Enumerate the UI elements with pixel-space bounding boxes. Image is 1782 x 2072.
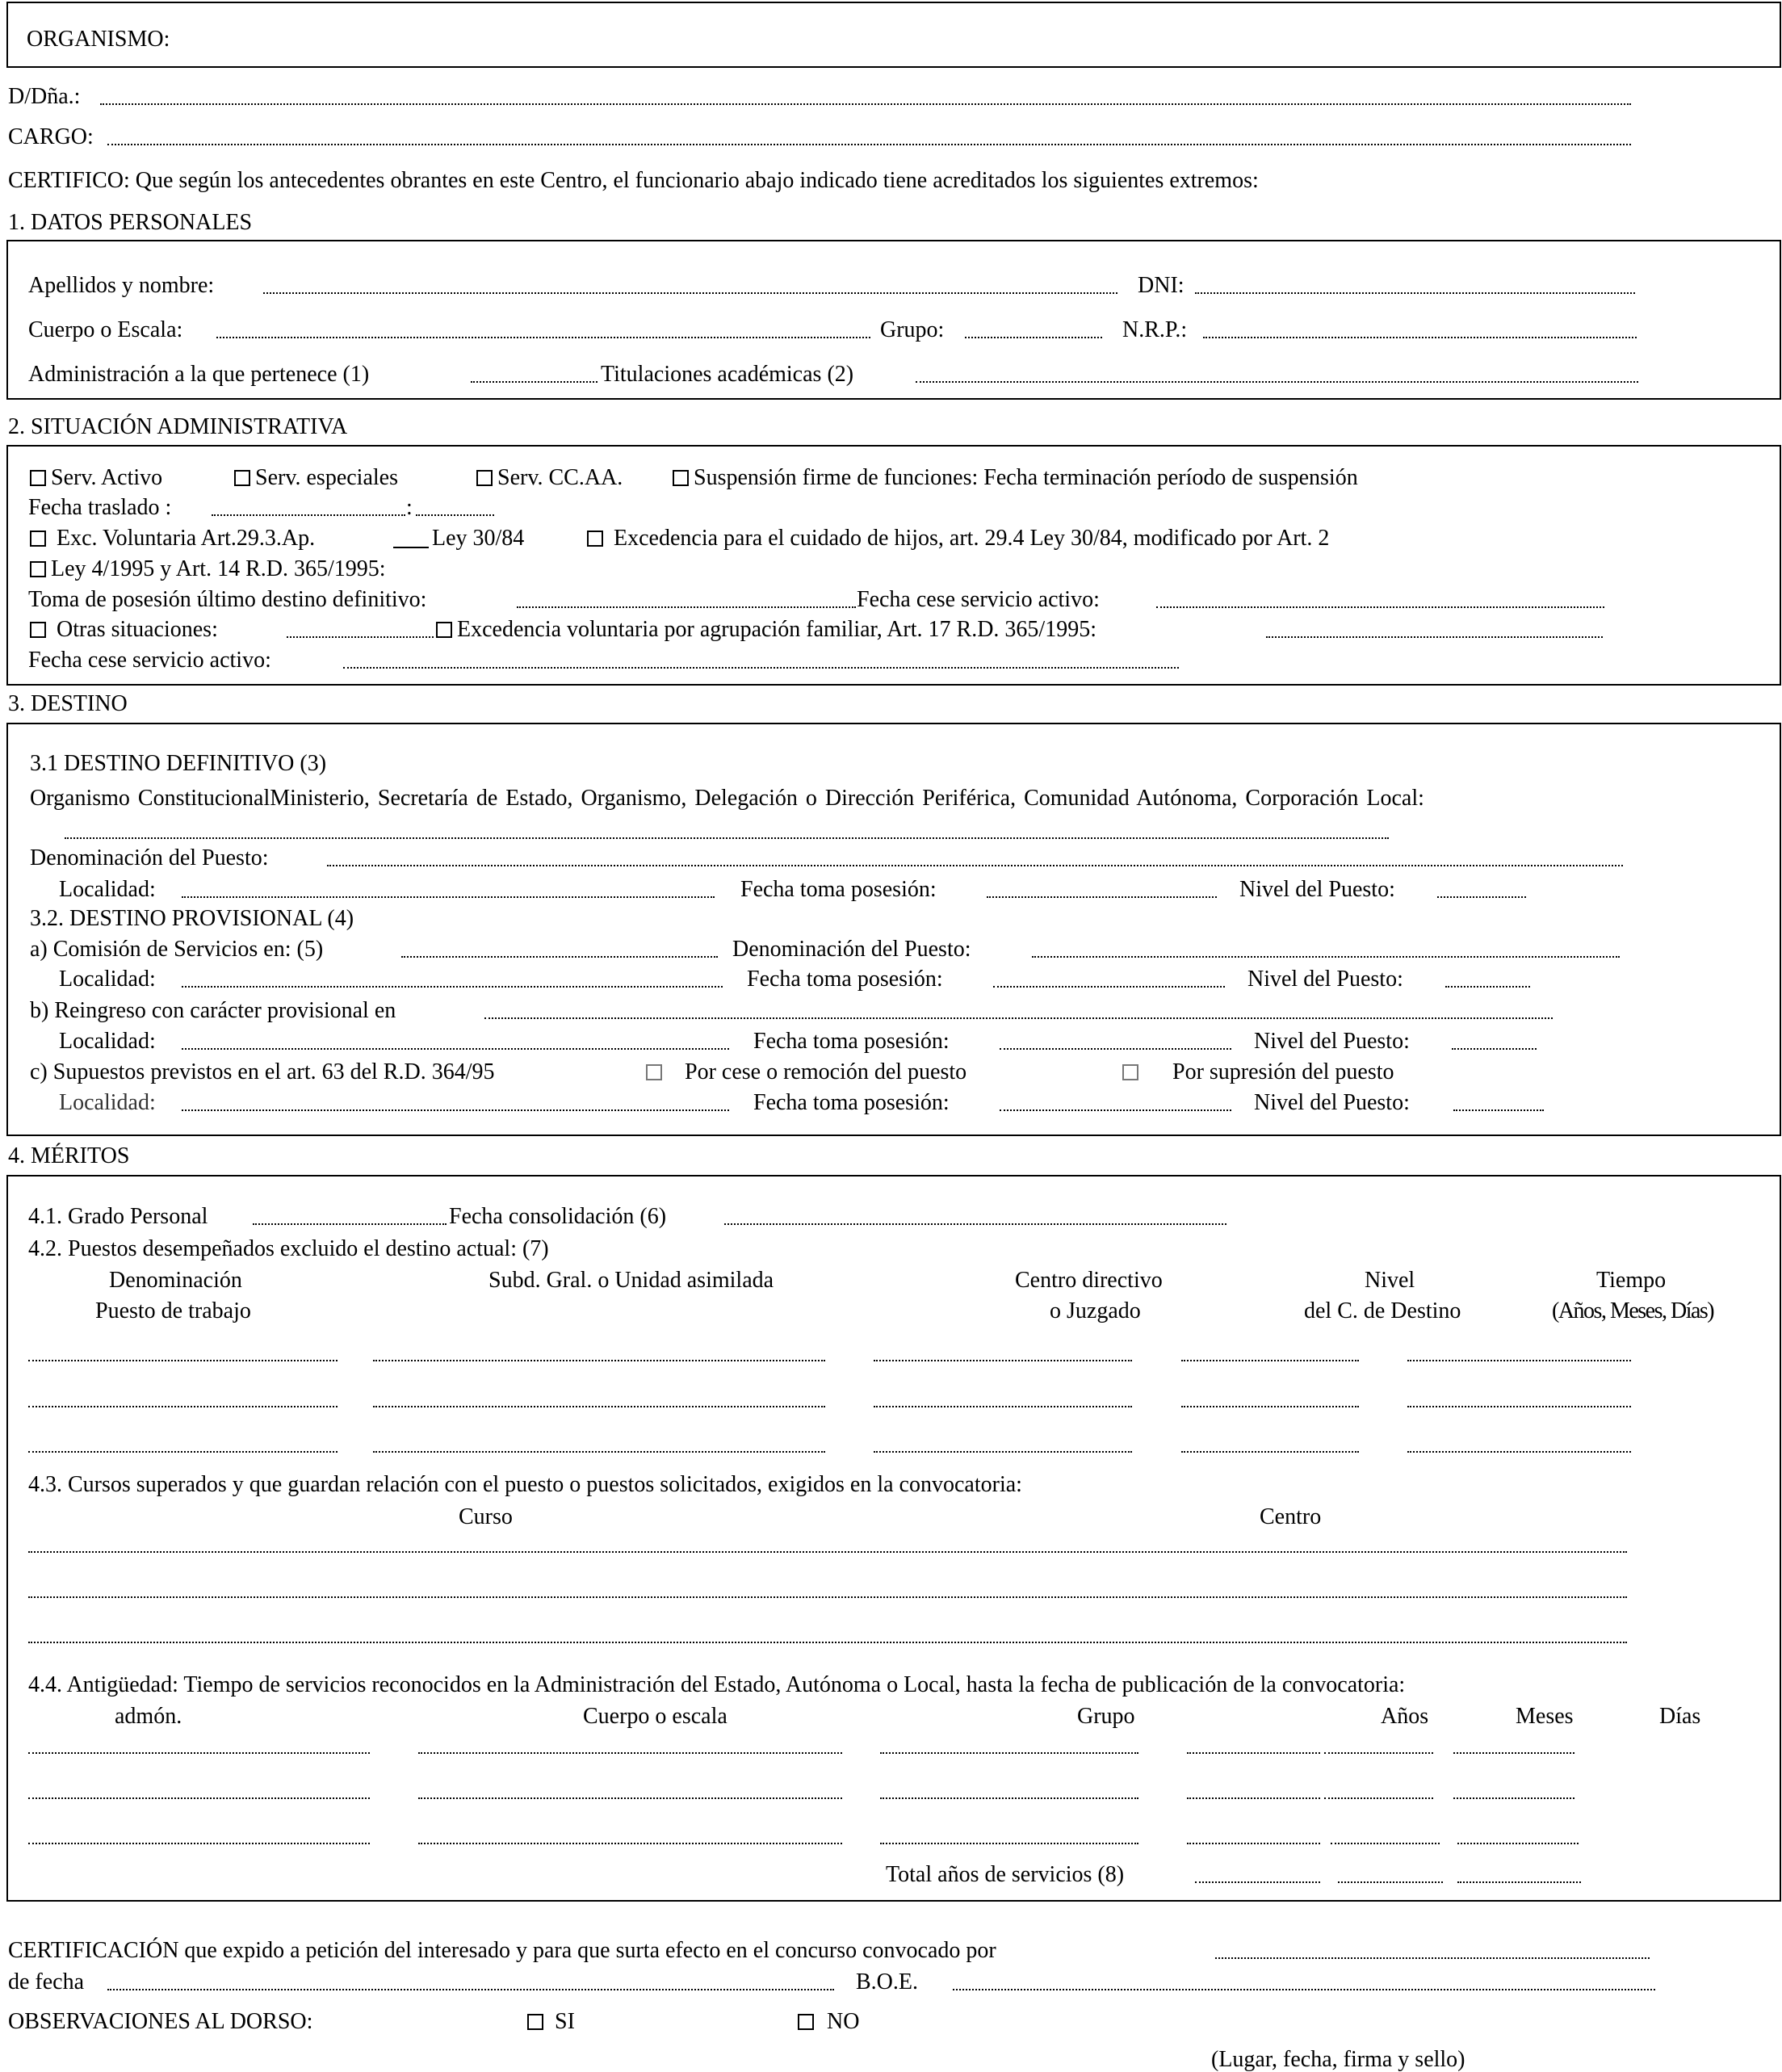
- observaciones-label: OBSERVACIONES AL DORSO:: [8, 2009, 313, 2034]
- reingreso-label: b) Reingreso con carácter provisional en: [30, 998, 396, 1023]
- fecha-toma-a-label: Fecha toma posesión:: [747, 967, 943, 992]
- fecha-traslado-label: Fecha traslado :: [28, 495, 172, 520]
- grado-label: 4.1. Grado Personal: [28, 1204, 208, 1229]
- antiguedad-row1-dias[interactable]: [1453, 1752, 1574, 1754]
- boe-label: B.O.E.: [856, 1969, 918, 1994]
- otras-situaciones-field[interactable]: [287, 636, 434, 638]
- suspension-checkbox[interactable]: [673, 470, 689, 486]
- antiguedad-row3-anos[interactable]: [1187, 1843, 1320, 1844]
- col-curso-header: Curso: [459, 1504, 513, 1529]
- fecha-traslado-field-b[interactable]: [416, 514, 494, 516]
- puestos-row1-centro[interactable]: [874, 1360, 1132, 1361]
- serv-especiales-checkbox[interactable]: [234, 470, 250, 486]
- antiguedad-row3-dias[interactable]: [1457, 1843, 1579, 1844]
- apellidos-label: Apellidos y nombre:: [28, 273, 215, 298]
- cargo-label: CARGO:: [8, 124, 94, 149]
- dni-field[interactable]: [1195, 292, 1635, 294]
- destino-definitivo-title: 3.1 DESTINO DEFINITIVO (3): [30, 751, 327, 776]
- total-anos-field[interactable]: [1195, 1881, 1320, 1883]
- exc-voluntaria-checkbox[interactable]: [30, 531, 46, 547]
- puestos-row2-centro[interactable]: [874, 1406, 1132, 1407]
- comision-field[interactable]: [401, 956, 718, 958]
- denominacion-label: Denominación del Puesto:: [30, 845, 269, 870]
- organismo-label: ORGANISMO:: [27, 27, 170, 52]
- antiguedad-row1-admon[interactable]: [28, 1752, 370, 1754]
- serv-especiales-option[interactable]: Serv. especiales: [234, 467, 398, 489]
- antiguedad-row2-meses[interactable]: [1324, 1797, 1433, 1799]
- excedencia-hijos-checkbox[interactable]: [587, 531, 603, 547]
- fecha-cese-field[interactable]: [1156, 606, 1604, 608]
- antiguedad-row1-meses[interactable]: [1324, 1752, 1433, 1754]
- ley-4-1995-option[interactable]: Ley 4/1995 y Art. 14 R.D. 365/1995:: [30, 558, 386, 581]
- localidad-a-field[interactable]: [182, 986, 723, 988]
- nivel-b-label: Nivel del Puesto:: [1254, 1029, 1410, 1054]
- puestos-row2-nivel[interactable]: [1181, 1406, 1359, 1407]
- cursos-row3[interactable]: [28, 1642, 1627, 1643]
- puestos-row3-nivel[interactable]: [1181, 1451, 1359, 1453]
- fecha-toma-def-label: Fecha toma posesión:: [740, 877, 937, 902]
- localidad-c-field[interactable]: [182, 1109, 729, 1111]
- fecha-toma-c-label: Fecha toma posesión:: [753, 1090, 950, 1115]
- nrp-label: N.R.P.:: [1122, 317, 1188, 342]
- col-cuerpo-header: Cuerpo o escala: [583, 1704, 727, 1729]
- fecha-toma-c-field[interactable]: [1000, 1109, 1231, 1111]
- apellidos-field[interactable]: [263, 292, 1117, 294]
- puestos-row2-tiempo[interactable]: [1407, 1406, 1631, 1407]
- fecha-consolidacion-field[interactable]: [724, 1223, 1226, 1225]
- cursos-row2[interactable]: [28, 1596, 1627, 1598]
- cuerpo-field[interactable]: [216, 337, 870, 338]
- por-cese-option[interactable]: Por cese o remoción del puesto: [646, 1061, 966, 1084]
- antiguedad-row2-grupo[interactable]: [880, 1797, 1138, 1799]
- puestos-row3-tiempo[interactable]: [1407, 1451, 1631, 1453]
- toma-posesion-field[interactable]: [517, 606, 856, 608]
- dni-label: DNI:: [1138, 273, 1185, 298]
- col-nivel-header: Nivel: [1365, 1268, 1415, 1293]
- col-juzgado-header: o Juzgado: [1050, 1298, 1141, 1323]
- localidad-c-label: Localidad:: [59, 1090, 156, 1115]
- si-option[interactable]: SI: [527, 2011, 575, 2033]
- grado-field[interactable]: [253, 1223, 447, 1225]
- antiguedad-row1-grupo[interactable]: [880, 1752, 1138, 1754]
- denominacion-field[interactable]: [327, 865, 1623, 866]
- administracion-label: Administración a la que pertenece (1): [28, 362, 370, 387]
- certificacion-field[interactable]: [1215, 1957, 1650, 1959]
- titulaciones-label: Titulaciones académicas (2): [601, 362, 854, 387]
- antiguedad-row2-admon[interactable]: [28, 1797, 370, 1799]
- no-option[interactable]: NO: [798, 2011, 859, 2033]
- section3-title: 3. DESTINO: [8, 691, 128, 716]
- antiguedad-row1-anos[interactable]: [1187, 1752, 1320, 1754]
- section4-box: [6, 1175, 1781, 1902]
- excedencia-familiar-field[interactable]: [1266, 636, 1603, 638]
- supuestos-label: c) Supuestos previstos en el art. 63 del R.D. 364/95: [30, 1059, 495, 1084]
- nivel-a-field[interactable]: [1445, 986, 1530, 988]
- antiguedad-row3-grupo[interactable]: [880, 1843, 1138, 1844]
- por-supresion-checkbox[interactable]: [1122, 1064, 1138, 1080]
- antiguedad-row3-admon[interactable]: [28, 1843, 370, 1844]
- puestos-row1-denominacion[interactable]: [28, 1360, 338, 1361]
- cursos-row1[interactable]: [28, 1551, 1627, 1553]
- dna-field[interactable]: [100, 103, 1631, 105]
- localidad-def-label: Localidad:: [59, 877, 156, 902]
- cargo-field[interactable]: [107, 144, 1631, 145]
- suspension-option[interactable]: Suspensión firme de funciones: Fecha terminación período de suspensión: [673, 467, 1358, 489]
- col-anos-header: Años: [1381, 1704, 1429, 1729]
- section1-title: 1. DATOS PERSONALES: [8, 210, 253, 235]
- certificacion-label: CERTIFICACIÓN que expido a petición del interesado y para que surta efecto en el concurso convocado por: [8, 1938, 996, 1963]
- col-centro-curso-header: Centro: [1260, 1504, 1322, 1529]
- fecha-toma-a-field[interactable]: [993, 986, 1225, 988]
- otras-situaciones-checkbox[interactable]: [30, 622, 46, 638]
- organismo-box: [6, 2, 1781, 68]
- puestos-label: 4.2. Puestos desempeñados excluido el destino actual: (7): [28, 1236, 549, 1261]
- organismo-line: Organismo ConstitucionalMinisterio, Secretaría de Estado, Organismo, Delegación o Dirección Periférica, Comunidad Autónoma, Corporación Local:: [30, 786, 1424, 811]
- nivel-a-label: Nivel del Puesto:: [1247, 967, 1403, 992]
- fecha-traslado-separator: :: [406, 495, 413, 520]
- denominacion-prov-field[interactable]: [1032, 956, 1620, 958]
- puestos-row1-subd[interactable]: [373, 1360, 825, 1361]
- por-supresion-option[interactable]: Por supresión del puesto: [1122, 1061, 1394, 1084]
- fecha-cese-2-field[interactable]: [343, 667, 1179, 669]
- nivel-def-field[interactable]: [1437, 896, 1526, 898]
- puestos-row1-nivel[interactable]: [1181, 1360, 1359, 1361]
- otras-situaciones-option[interactable]: Otras situaciones:: [30, 619, 218, 641]
- antiguedad-row3-meses[interactable]: [1331, 1843, 1440, 1844]
- fecha-toma-b-field[interactable]: [1000, 1048, 1231, 1050]
- si-checkbox[interactable]: [527, 2014, 543, 2030]
- antiguedad-row1-cuerpo[interactable]: [418, 1752, 842, 1754]
- grupo-label: Grupo:: [880, 317, 945, 342]
- col-admon-header: admón.: [115, 1704, 182, 1729]
- nivel-b-field[interactable]: [1452, 1048, 1537, 1050]
- exc-voluntaria-option[interactable]: Exc. Voluntaria Art.29.3.Ap.: [30, 527, 315, 550]
- nivel-c-field[interactable]: [1453, 1109, 1544, 1111]
- puestos-row2-denominacion[interactable]: [28, 1406, 338, 1407]
- section2-title: 2. SITUACIÓN ADMINISTRATIVA: [8, 414, 348, 439]
- destino-provisional-title: 3.2. DESTINO PROVISIONAL (4): [30, 906, 354, 931]
- puestos-row1-tiempo[interactable]: [1407, 1360, 1631, 1361]
- fecha-cese-label: Fecha cese servicio activo:: [857, 587, 1100, 612]
- certifico-text: CERTIFICO: Que según los antecedentes obrantes en este Centro, el funcionario abajo indicado tiene acreditados los siguientes extremos:: [8, 168, 1259, 193]
- de-fecha-label: de fecha: [8, 1969, 85, 1994]
- puestos-row2-subd[interactable]: [373, 1406, 825, 1407]
- fecha-traslado-field-a[interactable]: [212, 514, 405, 516]
- col-denominacion-header: Denominación: [109, 1268, 242, 1293]
- serv-ccaa-option[interactable]: Serv. CC.AA.: [476, 467, 623, 489]
- serv-activo-option[interactable]: Serv. Activo: [30, 467, 162, 489]
- organismo-field[interactable]: [65, 837, 1389, 839]
- lugar-fecha-firma: (Lugar, fecha, firma y sello): [1211, 2047, 1465, 2072]
- fecha-toma-b-label: Fecha toma posesión:: [753, 1029, 950, 1054]
- por-cese-checkbox[interactable]: [646, 1064, 662, 1080]
- col-subd-header: Subd. Gral. o Unidad asimilada: [488, 1268, 774, 1293]
- antiguedad-row2-cuerpo[interactable]: [418, 1797, 842, 1799]
- excedencia-familiar-option[interactable]: Excedencia voluntaria por agrupación familiar, Art. 17 R.D. 365/1995:: [436, 619, 1096, 641]
- excedencia-familiar-checkbox[interactable]: [436, 622, 452, 638]
- boe-field[interactable]: [953, 1989, 1655, 1990]
- localidad-def-field[interactable]: [182, 896, 715, 898]
- col-meses-header: Meses: [1516, 1704, 1574, 1729]
- nivel-def-label: Nivel del Puesto:: [1239, 877, 1395, 902]
- fecha-consolidacion-label: Fecha consolidación (6): [449, 1204, 667, 1229]
- nivel-c-label: Nivel del Puesto:: [1254, 1090, 1410, 1115]
- titulaciones-field[interactable]: [916, 381, 1638, 383]
- antiguedad-label: 4.4. Antigüedad: Tiempo de servicios reconocidos en la Administración del Estado, Autónoma o Local, hasta la fecha de publicación de la convocatoria:: [28, 1672, 1406, 1697]
- comision-label: a) Comisión de Servicios en: (5): [30, 937, 324, 962]
- dna-label: D/Dña.:: [8, 84, 81, 109]
- de-fecha-field[interactable]: [107, 1989, 834, 1990]
- antiguedad-row2-dias[interactable]: [1453, 1797, 1574, 1799]
- excedencia-hijos-option[interactable]: Excedencia para el cuidado de hijos, art. 29.4 Ley 30/84, modificado por Art. 2: [587, 527, 1329, 550]
- fecha-toma-def-field[interactable]: [987, 896, 1217, 898]
- toma-posesion-label: Toma de posesión último destino definitivo:: [28, 587, 427, 612]
- administracion-field[interactable]: [471, 381, 597, 383]
- col-tiempo-header: Tiempo: [1596, 1268, 1667, 1293]
- fecha-cese-2-label: Fecha cese servicio activo:: [28, 648, 271, 673]
- puestos-row3-denominacion[interactable]: [28, 1451, 338, 1453]
- antiguedad-row3-cuerpo[interactable]: [418, 1843, 842, 1844]
- total-label: Total años de servicios (8): [886, 1862, 1125, 1887]
- ley-30-84-label: Ley 30/84: [432, 526, 525, 551]
- col-puesto-header: Puesto de trabajo: [95, 1298, 251, 1323]
- localidad-a-label: Localidad:: [59, 967, 156, 992]
- localidad-b-field[interactable]: [182, 1048, 729, 1050]
- cursos-label: 4.3. Cursos superados y que guardan relación con el puesto o puestos solicitados, exigidos en la convocatoria:: [28, 1472, 1022, 1497]
- col-dias-header: Días: [1659, 1704, 1701, 1729]
- col-nivel2-header: del C. de Destino: [1304, 1298, 1461, 1323]
- localidad-b-label: Localidad:: [59, 1029, 156, 1054]
- section4-title: 4. MÉRITOS: [8, 1143, 130, 1168]
- serv-ccaa-checkbox[interactable]: [476, 470, 493, 486]
- puestos-row3-subd[interactable]: [373, 1451, 825, 1453]
- no-checkbox[interactable]: [798, 2014, 814, 2030]
- total-dias-field[interactable]: [1457, 1881, 1581, 1883]
- nrp-field[interactable]: [1203, 337, 1637, 338]
- serv-activo-checkbox[interactable]: [30, 470, 46, 486]
- reingreso-field[interactable]: [484, 1017, 1553, 1019]
- col-centro-header: Centro directivo: [1015, 1268, 1163, 1293]
- cuerpo-label: Cuerpo o Escala:: [28, 317, 183, 342]
- exc-voluntaria-apartado-field[interactable]: [393, 547, 429, 548]
- col-grupo-header: Grupo: [1077, 1704, 1135, 1729]
- antiguedad-row2-anos[interactable]: [1187, 1797, 1320, 1799]
- col-tiempo2-header: (Años, Meses, Días): [1552, 1298, 1714, 1323]
- puestos-row3-centro[interactable]: [874, 1451, 1132, 1453]
- total-meses-field[interactable]: [1338, 1881, 1443, 1883]
- grupo-field[interactable]: [965, 337, 1102, 338]
- ley-4-1995-checkbox[interactable]: [30, 561, 46, 577]
- denominacion-prov-label: Denominación del Puesto:: [732, 937, 971, 962]
